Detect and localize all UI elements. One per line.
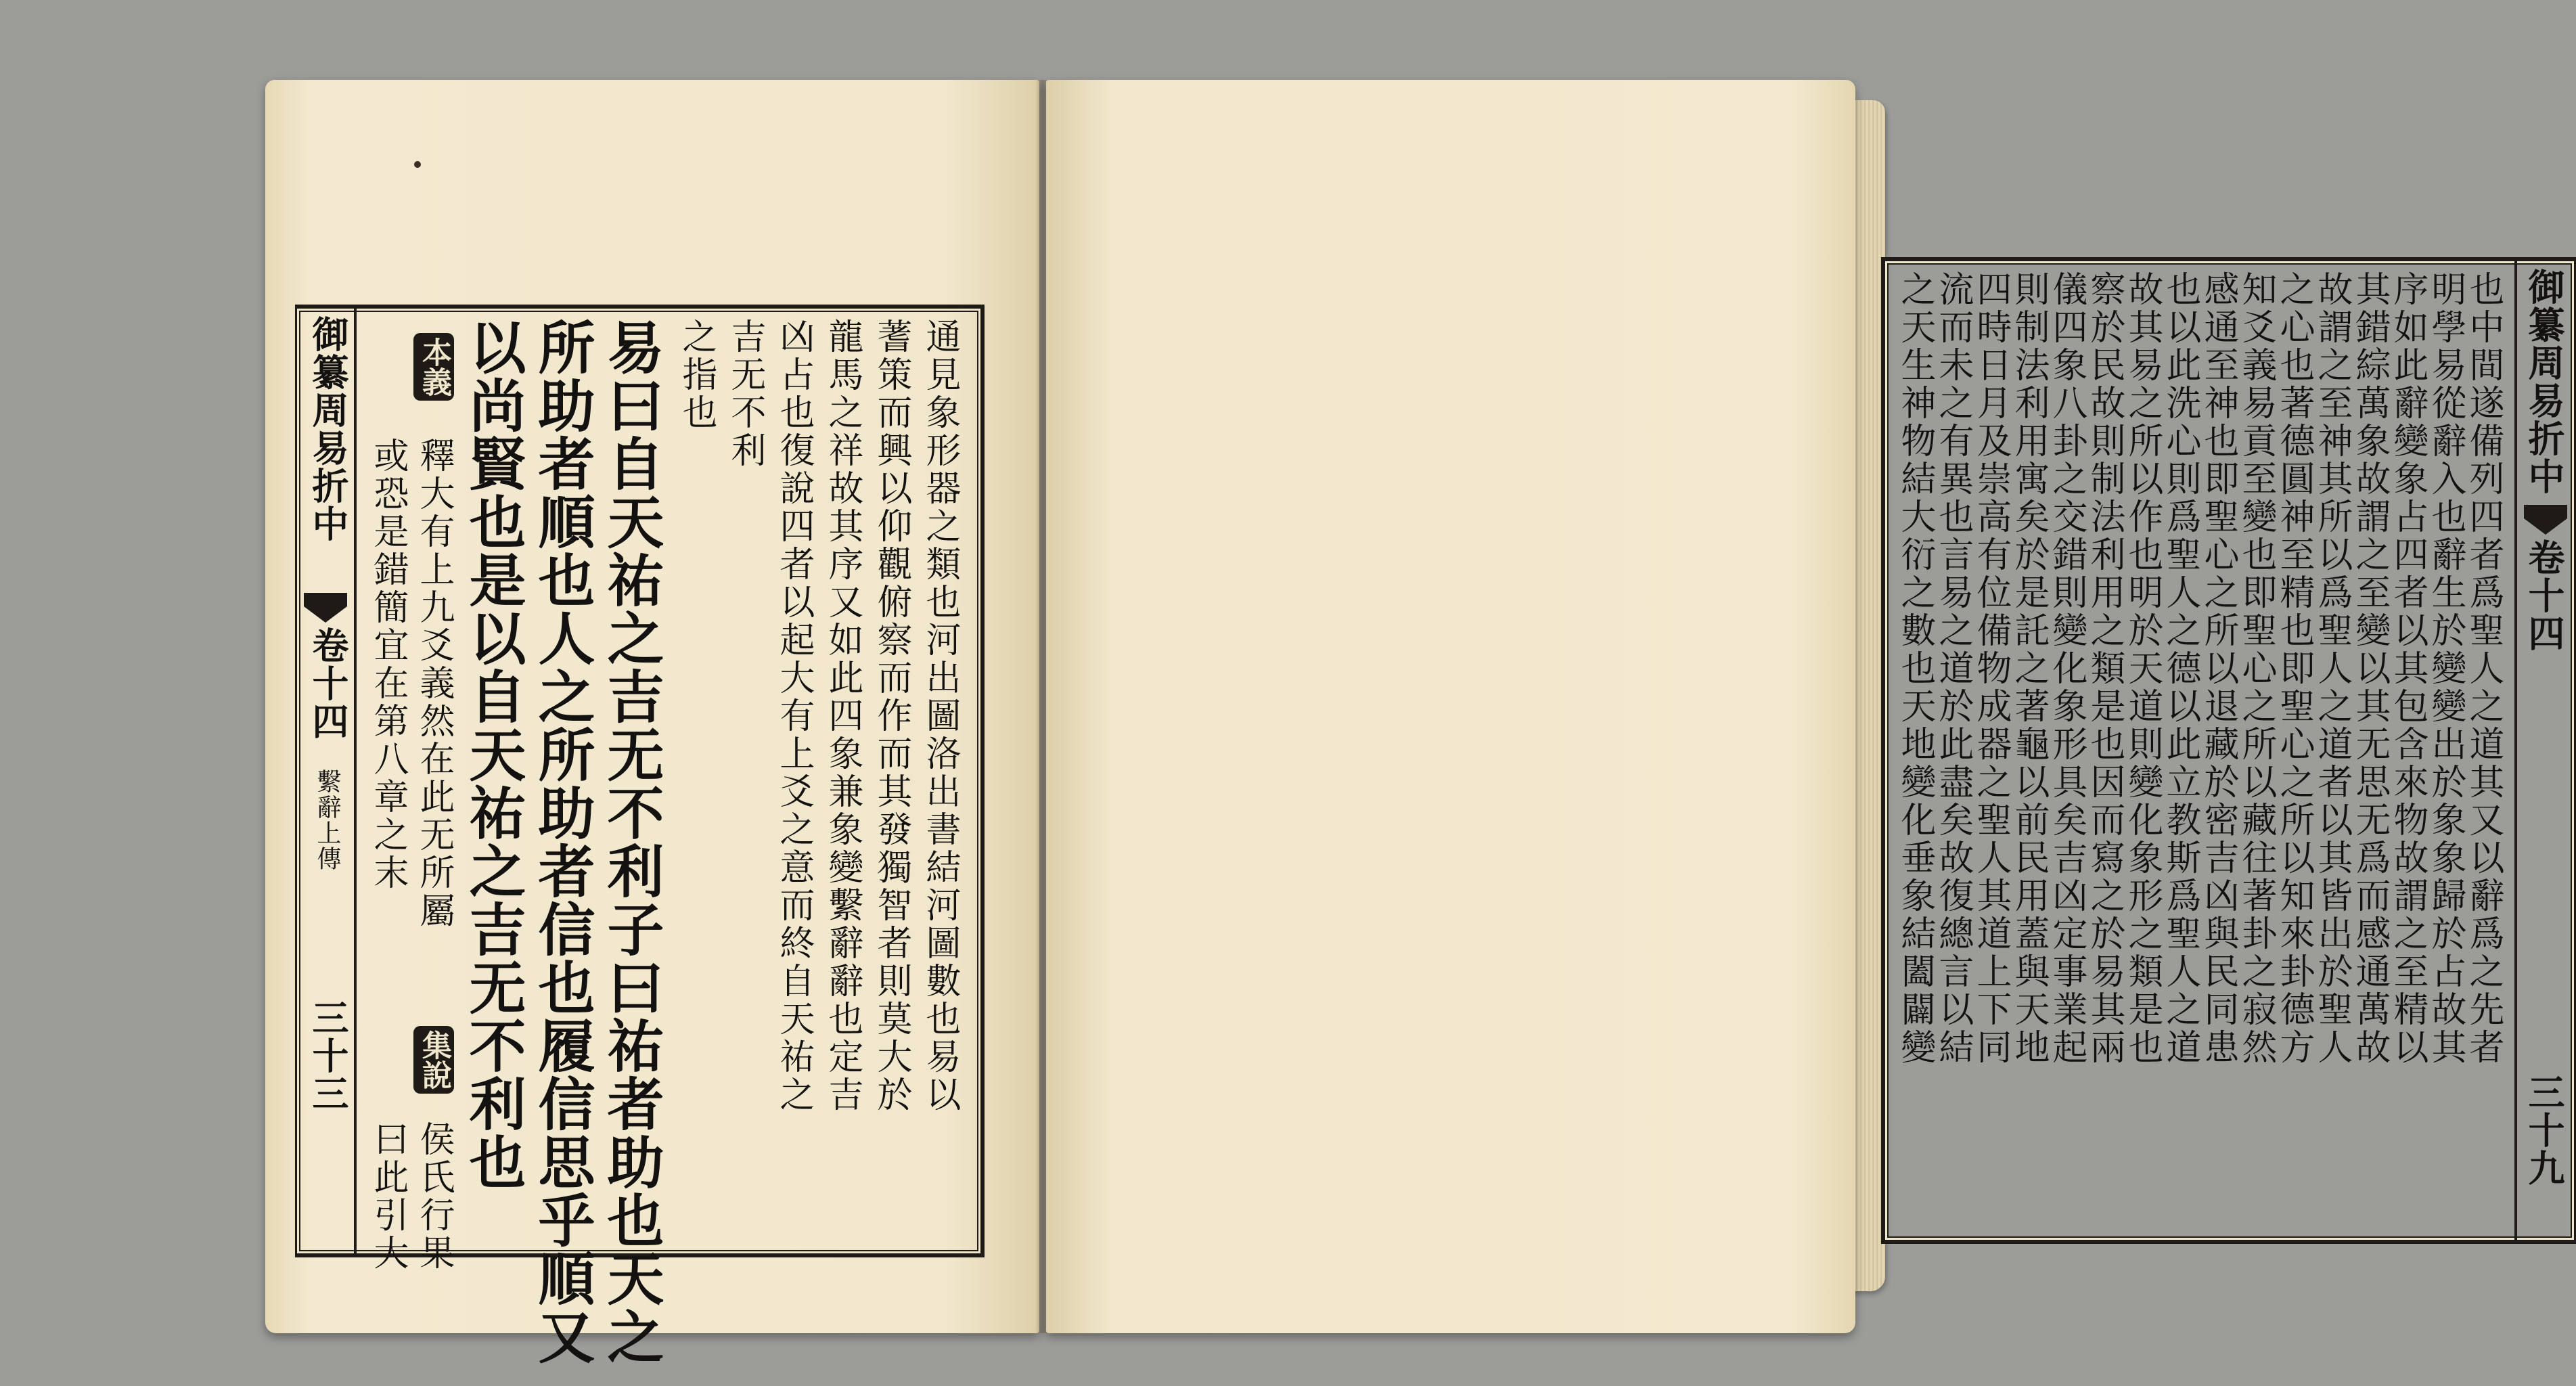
volume-number: 卷十四 [2523,539,2566,652]
binding-hole [414,161,421,168]
body-column: 四時日月及崇高有位備物成器之聖人其道上下同 [1970,271,2011,1067]
margin-rule [2514,261,2517,1240]
commentary-column: 之指也 [676,318,717,432]
folio-number: 三十三 [307,999,350,1113]
main-text-column: 易曰自天祐之吉无不利子曰祐者助也天之 [598,318,665,1366]
open-book [265,80,2566,1366]
commentary-column: 凶占也復說四者以起大有上爻之意而終自天祐之 [773,318,814,1114]
right-page [1046,80,2566,1333]
main-text-column: 以尚賢也是以自天祐之吉无不利也 [460,318,527,1191]
volume-number: 卷十四 [307,627,350,740]
commentary-column: 通見象形器之類也河出圖洛出書結河圖數也易以 [920,318,960,1114]
body-column: 流而未之有異也言易之道於此盡矣故復總言以結 [1933,271,1973,1067]
section-title: 繫辭上傳 [313,769,341,872]
body-column: 感通至神也即聖心之所以退藏於密吉凶與民同患 [2198,271,2238,1067]
body-column: 也中間遂備列四者爲聖人之道其又以辭爲之先者 [2463,271,2504,1067]
benyi-label: 本義 [413,333,454,401]
body-column: 其錯綜萬象故謂之至變以其无思无爲而感通萬故 [2349,271,2390,1067]
benyi-column: 或恐是錯簡宜在第八章之末 [367,437,408,892]
jishuo-label: 集說 [413,1026,454,1094]
fish-tail-mark [2524,505,2567,535]
body-column: 序如此辭變象占四者以其包含來物故謂之至精以 [2387,271,2428,1067]
margin-title: 御纂周易折中 [2523,268,2566,495]
commentary-column: 吉无不利 [725,318,765,470]
body-column: 明學易從辭入也辭生於變變出於象象歸於占故其 [2425,271,2466,1067]
body-column: 察於民故則制法利用之類是也因而寫之於易其兩 [2084,271,2125,1067]
main-text-column: 所助者順也人之所助者信也履信思乎順又 [529,318,596,1366]
left-text-frame [295,305,985,1366]
folio-number: 三十九 [2523,1073,2566,1187]
body-column: 之心也著德圓神至精也即聖心之所以知來卦德方 [2274,271,2314,1067]
left-page [265,80,1039,1366]
commentary-column: 龍馬之祥故其序又如此四象兼象變繫辭辭也定吉 [822,318,863,1114]
body-column: 則制法利用寓矣於是託之著龜以前民用蓋與天地 [2008,271,2049,1067]
right-text-frame [1881,257,2576,1244]
benyi-column: 釋大有上九爻義然在此无所屬 [413,437,454,930]
body-column: 知爻義易貢至變也即聖心之所以藏往著卦之寂然 [2236,271,2276,1067]
body-column: 故其易之所以作也明於天道則變化象形之類是也 [2122,271,2163,1067]
body-column: 也以此洗心則爲聖人之德以此立教斯爲聖人之道 [2160,271,2200,1067]
body-column: 之天生神物結大衍之數也天地變化垂象結闔闢變 [1895,271,1935,1067]
margin-title: 御纂周易折中 [307,315,350,543]
commentary-column: 蓍策而興以仰觀俯察而作而其發獨智者則莫大於 [871,318,911,1114]
jishuo-column: 曰此引大 [367,1121,408,1272]
body-column: 故謂之至神其所以爲聖人之道者以其皆出於聖人 [2311,271,2352,1067]
jishuo-column: 侯氏行果 [413,1121,454,1272]
body-column: 儀四象八卦之交錯則變化象形具矣吉凶定事業起 [2046,271,2087,1067]
